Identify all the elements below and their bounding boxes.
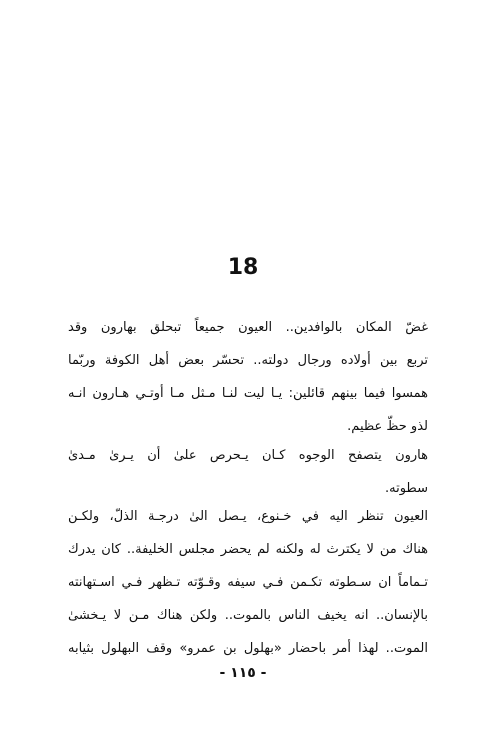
text-line: غضّ المكان بالوافدين.. العيون جميعاً تبحلق بهارون وقد (68, 320, 428, 335)
text-line: هارون يتصفح الوجوه كـان يـحرص علىٰ أن يـرىٰ مـدىٰ (68, 448, 428, 463)
paragraph-2 (68, 439, 428, 505)
text-line: الموت.. لهذا أمر باحضار «بهلول بن عمرو» وقف البهلول بثيابه (68, 641, 428, 656)
text-line: لذو حظّ عظيم. (347, 419, 428, 434)
text-line: العيون تنظر اليه في خـنوع، يـصل الىٰ درجـة الذلّ، ولكـن (68, 509, 428, 524)
text-line: بالإنسان.. انه يخيف الناس بالموت.. ولكن هناك مـن لا يـخشىٰ (68, 608, 428, 623)
chapter-number: 18 (227, 255, 259, 280)
text-line: همسوا فيما بينهم قائلين: يـا ليت لنـا مـثل مـا أوتـي هـارون انـه (68, 386, 428, 401)
paragraph-3 (68, 500, 428, 665)
text-line: تـماماً ان سـطوته تكـمن فـي سيفه وقـوّته تـظهر فـي اسـتهانته (68, 575, 428, 590)
text-line: سطوته. (385, 481, 428, 496)
page-number: - ١١٥ - (219, 665, 267, 681)
text-line: تربع بين أولاده ورجال دولته.. تحسّر بعض أهل الكوفة وربّما (68, 353, 428, 368)
paragraph-1 (68, 311, 428, 443)
text-line: هناك من لا يكترث له ولكنه لم يحضر مجلس الخليفة.. كان يدرك (68, 542, 428, 557)
